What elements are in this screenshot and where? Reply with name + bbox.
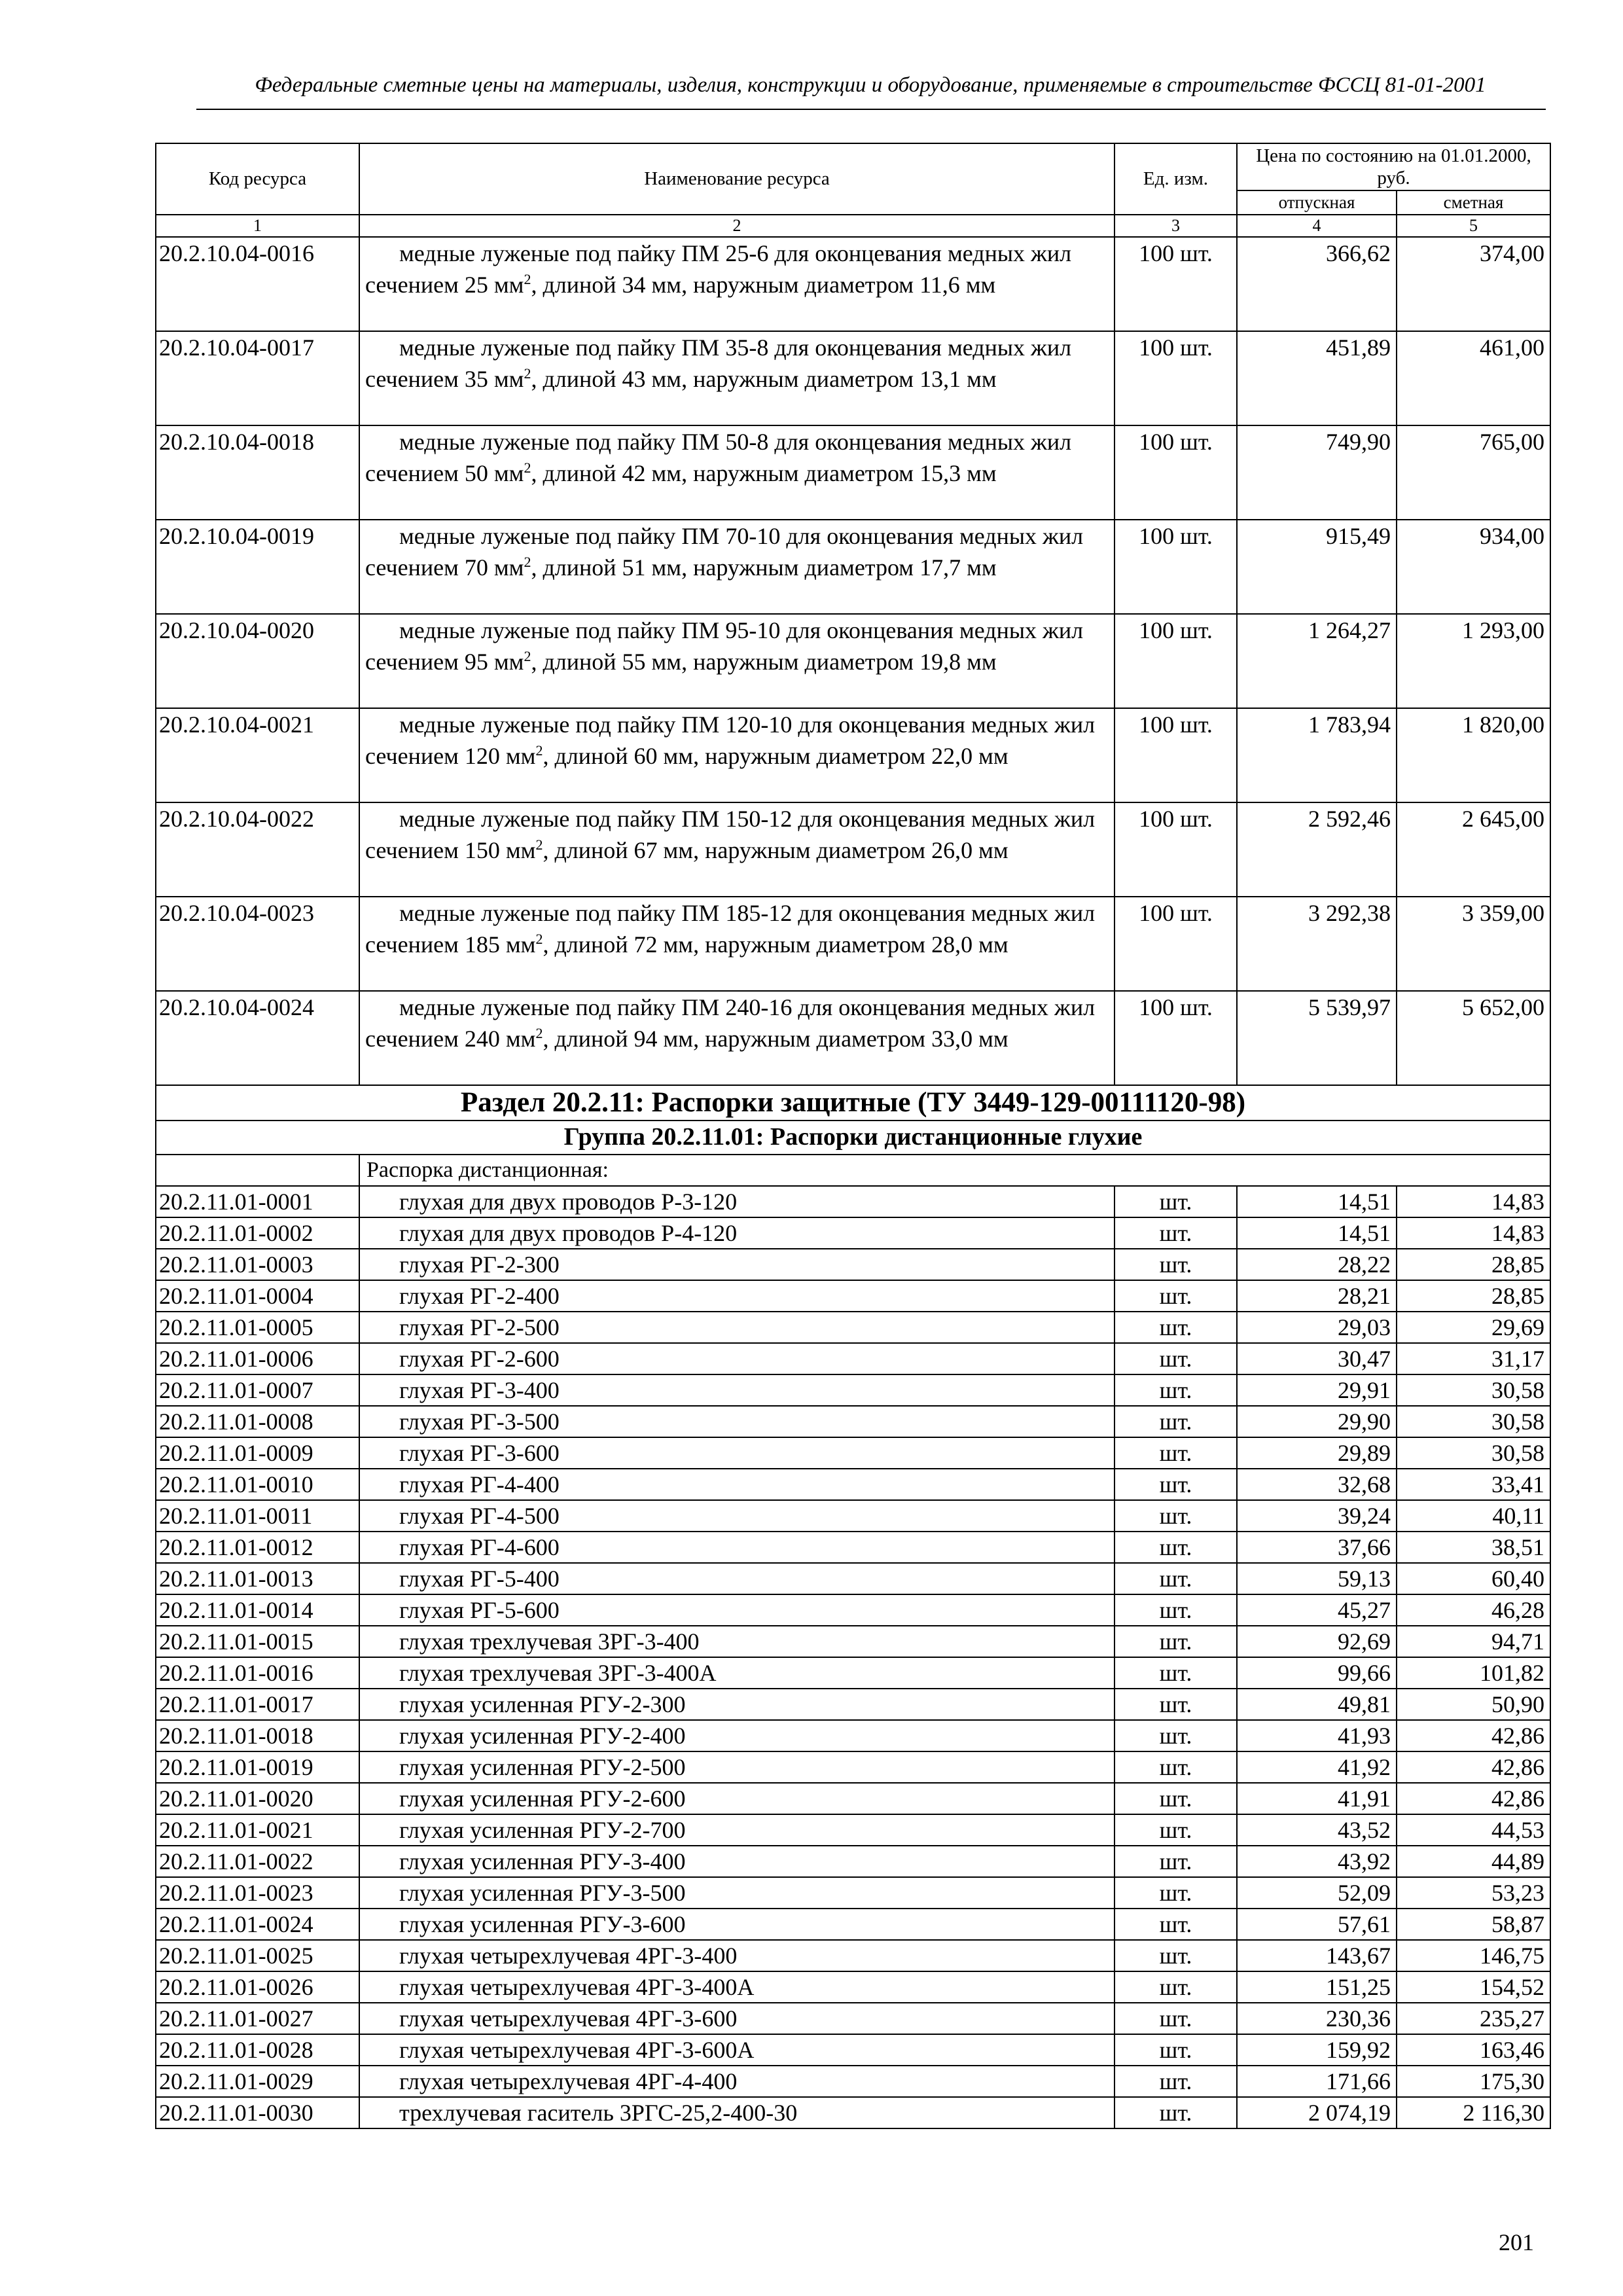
col-number: 5	[1397, 215, 1550, 237]
release-price: 2 074,19	[1237, 2097, 1397, 2128]
estimate-price: 14,83	[1397, 1217, 1550, 1249]
estimate-price: 2 645,00	[1397, 802, 1550, 897]
table-row	[156, 1469, 1550, 1500]
col-number: 4	[1237, 215, 1397, 237]
resource-name	[359, 991, 1115, 1085]
table-row	[156, 1689, 1550, 1720]
release-price: 49,81	[1237, 1689, 1397, 1720]
release-price: 1 783,94	[1237, 708, 1397, 802]
release-price: 57,61	[1237, 1909, 1397, 1940]
col-unit-header: Ед. изм.	[1115, 143, 1237, 215]
estimate-price: 163,46	[1397, 2034, 1550, 2066]
resource-code: 20.2.11.01-0024	[156, 1909, 359, 1940]
release-price: 41,91	[1237, 1783, 1397, 1814]
name-part: медные луженые под пайку ПМ 185-12 для оконцевания медных жил сечением 185 мм	[365, 900, 1096, 958]
table-row	[156, 1406, 1550, 1437]
superscript: 2	[524, 459, 531, 476]
unit: шт.	[1115, 1940, 1237, 1971]
estimate-price: 42,86	[1397, 1751, 1550, 1783]
resource-code: 20.2.10.04-0016	[156, 237, 359, 331]
release-price: 159,92	[1237, 2034, 1397, 2066]
estimate-price: 40,11	[1397, 1500, 1550, 1532]
release-price: 41,92	[1237, 1751, 1397, 1783]
table-row	[156, 802, 1550, 897]
release-price: 171,66	[1237, 2066, 1397, 2097]
resource-code: 20.2.11.01-0021	[156, 1814, 359, 1846]
name-part: медные луженые под пайку ПМ 50-8 для оконцевания медных жил сечением 50 мм	[365, 429, 1072, 486]
release-price: 151,25	[1237, 1971, 1397, 2003]
resource-code: 20.2.10.04-0017	[156, 331, 359, 425]
release-price: 5 539,97	[1237, 991, 1397, 1085]
unit: шт.	[1115, 1657, 1237, 1689]
unit: шт.	[1115, 1751, 1237, 1783]
release-price: 3 292,38	[1237, 897, 1397, 991]
name-part: медные луженые под пайку ПМ 240-16 для оконцевания медных жил сечением 240 мм	[365, 994, 1096, 1052]
release-price: 28,22	[1237, 1249, 1397, 1280]
release-price: 29,89	[1237, 1437, 1397, 1469]
unit: 100 шт.	[1115, 897, 1237, 991]
resource-name: глухая усиленная РГУ-2-300	[359, 1689, 1115, 1720]
unit: шт.	[1115, 1626, 1237, 1657]
table-row	[156, 1909, 1550, 1940]
resource-name: глухая РГ-2-500	[359, 1312, 1115, 1343]
unit: шт.	[1115, 1971, 1237, 2003]
release-price: 14,51	[1237, 1186, 1397, 1217]
resource-name	[359, 237, 1115, 331]
release-price: 915,49	[1237, 520, 1397, 614]
table-row	[156, 1374, 1550, 1406]
superscript: 2	[524, 554, 531, 570]
estimate-price: 94,71	[1397, 1626, 1550, 1657]
resource-code: 20.2.10.04-0021	[156, 708, 359, 802]
release-price: 59,13	[1237, 1563, 1397, 1594]
resource-code: 20.2.11.01-0017	[156, 1689, 359, 1720]
col-code-header: Код ресурса	[156, 143, 359, 215]
price-table	[155, 143, 1551, 2129]
name-part: , длиной 43 мм, наружным диаметром 13,1 мм	[531, 366, 997, 392]
release-price: 30,47	[1237, 1343, 1397, 1374]
superscript: 2	[524, 365, 531, 382]
estimate-price: 461,00	[1397, 331, 1550, 425]
release-price: 43,52	[1237, 1814, 1397, 1846]
name-part: , длиной 94 мм, наружным диаметром 33,0 мм	[543, 1026, 1008, 1052]
estimate-price: 146,75	[1397, 1940, 1550, 1971]
name-part: , длиной 51 мм, наружным диаметром 17,7 мм	[531, 554, 997, 581]
resource-name: глухая четырехлучевая 4РГ-3-400А	[359, 1971, 1115, 2003]
table-row	[156, 2003, 1550, 2034]
release-price: 14,51	[1237, 1217, 1397, 1249]
estimate-price: 30,58	[1397, 1406, 1550, 1437]
resource-name: глухая усиленная РГУ-2-700	[359, 1814, 1115, 1846]
superscript: 2	[535, 931, 543, 947]
table-row	[156, 1217, 1550, 1249]
estimate-price: 3 359,00	[1397, 897, 1550, 991]
name-part: медные луженые под пайку ПМ 120-10 для оконцевания медных жил сечением 120 мм	[365, 711, 1096, 769]
name-part: , длиной 34 мм, наружным диаметром 11,6 мм	[531, 272, 996, 298]
table-row	[156, 520, 1550, 614]
estimate-price: 44,89	[1397, 1846, 1550, 1877]
unit: шт.	[1115, 1909, 1237, 1940]
unit: шт.	[1115, 1532, 1237, 1563]
resource-code: 20.2.11.01-0004	[156, 1280, 359, 1312]
resource-code: 20.2.11.01-0013	[156, 1563, 359, 1594]
unit: шт.	[1115, 2097, 1237, 2128]
unit: шт.	[1115, 1783, 1237, 1814]
resource-name: глухая усиленная РГУ-3-500	[359, 1877, 1115, 1909]
estimate-price: 175,30	[1397, 2066, 1550, 2097]
resource-code: 20.2.11.01-0008	[156, 1406, 359, 1437]
col-estimate-header: сметная	[1397, 190, 1550, 215]
resource-name: глухая усиленная РГУ-3-600	[359, 1909, 1115, 1940]
estimate-price: 101,82	[1397, 1657, 1550, 1689]
table-row	[156, 1186, 1550, 1217]
estimate-price: 5 652,00	[1397, 991, 1550, 1085]
unit: шт.	[1115, 1846, 1237, 1877]
unit: шт.	[1115, 2034, 1237, 2066]
release-price: 37,66	[1237, 1532, 1397, 1563]
unit: 100 шт.	[1115, 991, 1237, 1085]
release-price: 43,92	[1237, 1846, 1397, 1877]
resource-name	[359, 614, 1115, 708]
table-row	[156, 991, 1550, 1085]
col-number: 3	[1115, 215, 1237, 237]
estimate-price: 934,00	[1397, 520, 1550, 614]
table-row	[156, 2097, 1550, 2128]
table-row	[156, 1563, 1550, 1594]
release-price: 99,66	[1237, 1657, 1397, 1689]
resource-name: глухая усиленная РГУ-3-400	[359, 1846, 1115, 1877]
table-row	[156, 1312, 1550, 1343]
release-price: 39,24	[1237, 1500, 1397, 1532]
resource-code: 20.2.11.01-0015	[156, 1626, 359, 1657]
unit: шт.	[1115, 1217, 1237, 1249]
table-row	[156, 1500, 1550, 1532]
estimate-price: 1 293,00	[1397, 614, 1550, 708]
unit: 100 шт.	[1115, 520, 1237, 614]
resource-name: глухая РГ-2-400	[359, 1280, 1115, 1312]
superscript: 2	[524, 271, 531, 287]
estimate-price: 58,87	[1397, 1909, 1550, 1940]
resource-name	[359, 425, 1115, 520]
unit: шт.	[1115, 1406, 1237, 1437]
resource-name: трехлучевая гаситель 3РГС-25,2-400-30	[359, 2097, 1115, 2128]
release-price: 366,62	[1237, 237, 1397, 331]
resource-name	[359, 520, 1115, 614]
unit: 100 шт.	[1115, 237, 1237, 331]
estimate-price: 154,52	[1397, 1971, 1550, 2003]
table-row	[156, 1751, 1550, 1783]
estimate-price: 33,41	[1397, 1469, 1550, 1500]
resource-name	[359, 897, 1115, 991]
name-part: медные луженые под пайку ПМ 150-12 для оконцевания медных жил сечением 150 мм	[365, 806, 1096, 863]
unit: шт.	[1115, 1374, 1237, 1406]
unit: шт.	[1115, 1500, 1237, 1532]
unit: шт.	[1115, 1343, 1237, 1374]
table-row	[156, 1437, 1550, 1469]
unit: шт.	[1115, 1720, 1237, 1751]
resource-name: глухая РГ-5-400	[359, 1563, 1115, 1594]
estimate-price: 60,40	[1397, 1563, 1550, 1594]
resource-code: 20.2.11.01-0027	[156, 2003, 359, 2034]
resource-code: 20.2.11.01-0014	[156, 1594, 359, 1626]
release-price: 2 592,46	[1237, 802, 1397, 897]
superscript: 2	[524, 648, 531, 664]
name-part: , длиной 42 мм, наружным диаметром 15,3 мм	[531, 460, 997, 486]
table-row	[156, 2066, 1550, 2097]
unit: шт.	[1115, 1689, 1237, 1720]
resource-name: глухая РГ-3-600	[359, 1437, 1115, 1469]
estimate-price: 2 116,30	[1397, 2097, 1550, 2128]
resource-code: 20.2.11.01-0007	[156, 1374, 359, 1406]
resource-name	[359, 802, 1115, 897]
release-price: 230,36	[1237, 2003, 1397, 2034]
table-row	[156, 1249, 1550, 1280]
resource-code: 20.2.11.01-0003	[156, 1249, 359, 1280]
resource-code: 20.2.11.01-0026	[156, 1971, 359, 2003]
resource-code: 20.2.11.01-0016	[156, 1657, 359, 1689]
estimate-price: 30,58	[1397, 1374, 1550, 1406]
unit: 100 шт.	[1115, 425, 1237, 520]
resource-code: 20.2.10.04-0019	[156, 520, 359, 614]
name-part: , длиной 60 мм, наружным диаметром 22,0 мм	[543, 743, 1008, 769]
estimate-price: 30,58	[1397, 1437, 1550, 1469]
table-row	[156, 1280, 1550, 1312]
estimate-price: 28,85	[1397, 1249, 1550, 1280]
resource-code: 20.2.11.01-0022	[156, 1846, 359, 1877]
table-row	[156, 1343, 1550, 1374]
unit: шт.	[1115, 1437, 1237, 1469]
resource-name: глухая РГ-5-600	[359, 1594, 1115, 1626]
name-part: , длиной 67 мм, наружным диаметром 26,0 мм	[543, 837, 1008, 863]
resource-code: 20.2.11.01-0012	[156, 1532, 359, 1563]
resource-code: 20.2.11.01-0030	[156, 2097, 359, 2128]
estimate-price: 46,28	[1397, 1594, 1550, 1626]
unit: шт.	[1115, 2066, 1237, 2097]
resource-name: глухая усиленная РГУ-2-400	[359, 1720, 1115, 1751]
resource-code: 20.2.11.01-0001	[156, 1186, 359, 1217]
resource-code: 20.2.10.04-0018	[156, 425, 359, 520]
estimate-price: 44,53	[1397, 1814, 1550, 1846]
col-release-header: отпускная	[1237, 190, 1397, 215]
resource-code: 20.2.11.01-0029	[156, 2066, 359, 2097]
estimate-price: 31,17	[1397, 1343, 1550, 1374]
name-part: , длиной 72 мм, наружным диаметром 28,0 мм	[543, 931, 1008, 958]
release-price: 749,90	[1237, 425, 1397, 520]
estimate-price: 42,86	[1397, 1783, 1550, 1814]
release-price: 32,68	[1237, 1469, 1397, 1500]
running-header: Федеральные сметные цены на материалы, изделия, конструкции и оборудование, применяемые в строительстве ФССЦ 81-01-2001	[255, 73, 1486, 97]
estimate-price: 374,00	[1397, 237, 1550, 331]
superscript: 2	[535, 836, 543, 853]
resource-code: 20.2.11.01-0002	[156, 1217, 359, 1249]
resource-code: 20.2.11.01-0020	[156, 1783, 359, 1814]
unit: шт.	[1115, 1814, 1237, 1846]
table-row	[156, 1971, 1550, 2003]
table-row	[156, 1846, 1550, 1877]
resource-name: глухая трехлучевая 3РГ-3-400	[359, 1626, 1115, 1657]
unit: шт.	[1115, 1249, 1237, 1280]
section-heading: Раздел 20.2.11: Распорки защитные (ТУ 3449-129-00111120-98)	[156, 1085, 1550, 1121]
release-price: 1 264,27	[1237, 614, 1397, 708]
table-row	[156, 1720, 1550, 1751]
col-number: 1	[156, 215, 359, 237]
release-price: 52,09	[1237, 1877, 1397, 1909]
resource-name: глухая трехлучевая 3РГ-3-400А	[359, 1657, 1115, 1689]
resource-code: 20.2.11.01-0006	[156, 1343, 359, 1374]
resource-name: глухая четырехлучевая 4РГ-3-600А	[359, 2034, 1115, 2066]
resource-code: 20.2.10.04-0024	[156, 991, 359, 1085]
unit: 100 шт.	[1115, 614, 1237, 708]
resource-code: 20.2.10.04-0020	[156, 614, 359, 708]
table-row	[156, 2034, 1550, 2066]
col-number: 2	[359, 215, 1115, 237]
resource-code: 20.2.11.01-0018	[156, 1720, 359, 1751]
col-price-header: Цена по состоянию на 01.01.2000, руб.	[1237, 143, 1550, 190]
resource-code: 20.2.11.01-0028	[156, 2034, 359, 2066]
table-row	[156, 331, 1550, 425]
unit: шт.	[1115, 1186, 1237, 1217]
resource-code: 20.2.11.01-0005	[156, 1312, 359, 1343]
estimate-price: 42,86	[1397, 1720, 1550, 1751]
release-price: 143,67	[1237, 1940, 1397, 1971]
unit: шт.	[1115, 1280, 1237, 1312]
unit: шт.	[1115, 2003, 1237, 2034]
resource-name: глухая четырехлучевая 4РГ-3-600	[359, 2003, 1115, 2034]
resource-code: 20.2.11.01-0009	[156, 1437, 359, 1469]
unit: 100 шт.	[1115, 708, 1237, 802]
release-price: 29,91	[1237, 1374, 1397, 1406]
estimate-price: 53,23	[1397, 1877, 1550, 1909]
resource-code: 20.2.11.01-0025	[156, 1940, 359, 1971]
table-row	[156, 1626, 1550, 1657]
resource-code: 20.2.11.01-0011	[156, 1500, 359, 1532]
group-heading: Группа 20.2.11.01: Распорки дистанционные глухие	[156, 1121, 1550, 1155]
resource-name: глухая четырехлучевая 4РГ-3-400	[359, 1940, 1115, 1971]
release-price: 29,90	[1237, 1406, 1397, 1437]
resource-name: глухая для двух проводов Р-3-120	[359, 1186, 1115, 1217]
release-price: 451,89	[1237, 331, 1397, 425]
table-row	[156, 425, 1550, 520]
release-price: 92,69	[1237, 1626, 1397, 1657]
table-row	[156, 614, 1550, 708]
release-price: 45,27	[1237, 1594, 1397, 1626]
resource-name: глухая РГ-4-400	[359, 1469, 1115, 1500]
table-row	[156, 897, 1550, 991]
table-row	[156, 1657, 1550, 1689]
estimate-price: 38,51	[1397, 1532, 1550, 1563]
resource-name: глухая усиленная РГУ-2-600	[359, 1783, 1115, 1814]
resource-code: 20.2.11.01-0019	[156, 1751, 359, 1783]
table-row	[156, 1814, 1550, 1846]
resource-name: глухая РГ-3-500	[359, 1406, 1115, 1437]
unit: шт.	[1115, 1877, 1237, 1909]
estimate-price: 1 820,00	[1397, 708, 1550, 802]
resource-name: глухая РГ-2-600	[359, 1343, 1115, 1374]
table-row	[156, 1877, 1550, 1909]
table-row	[156, 237, 1550, 331]
superscript: 2	[535, 1025, 543, 1041]
resource-code: 20.2.11.01-0023	[156, 1877, 359, 1909]
col-name-header: Наименование ресурса	[359, 143, 1115, 215]
release-price: 29,03	[1237, 1312, 1397, 1343]
unit: 100 шт.	[1115, 331, 1237, 425]
unit: 100 шт.	[1115, 802, 1237, 897]
unit: шт.	[1115, 1594, 1237, 1626]
estimate-price: 28,85	[1397, 1280, 1550, 1312]
release-price: 28,21	[1237, 1280, 1397, 1312]
resource-name: глухая РГ-4-500	[359, 1500, 1115, 1532]
release-price: 41,93	[1237, 1720, 1397, 1751]
name-part: медные луженые под пайку ПМ 95-10 для оконцевания медных жил сечением 95 мм	[365, 617, 1084, 675]
estimate-price: 14,83	[1397, 1186, 1550, 1217]
resource-name	[359, 331, 1115, 425]
table-row	[156, 708, 1550, 802]
resource-code: 20.2.11.01-0010	[156, 1469, 359, 1500]
estimate-price: 29,69	[1397, 1312, 1550, 1343]
resource-code: 20.2.10.04-0023	[156, 897, 359, 991]
resource-name: глухая РГ-4-600	[359, 1532, 1115, 1563]
estimate-price: 50,90	[1397, 1689, 1550, 1720]
superscript: 2	[535, 742, 543, 759]
resource-name: глухая РГ-3-400	[359, 1374, 1115, 1406]
resource-name: глухая усиленная РГУ-2-500	[359, 1751, 1115, 1783]
resource-code: 20.2.10.04-0022	[156, 802, 359, 897]
subheading: Распорка дистанционная:	[359, 1155, 1550, 1186]
name-part: медные луженые под пайку ПМ 70-10 для оконцевания медных жил сечением 70 мм	[365, 523, 1084, 581]
unit: шт.	[1115, 1563, 1237, 1594]
unit: шт.	[1115, 1469, 1237, 1500]
table-row	[156, 1940, 1550, 1971]
table-row	[156, 1783, 1550, 1814]
resource-name: глухая четырехлучевая 4РГ-4-400	[359, 2066, 1115, 2097]
resource-name: глухая для двух проводов Р-4-120	[359, 1217, 1115, 1249]
estimate-price: 235,27	[1397, 2003, 1550, 2034]
resource-name: глухая РГ-2-300	[359, 1249, 1115, 1280]
header-rule	[196, 109, 1546, 110]
name-part: , длиной 55 мм, наружным диаметром 19,8 мм	[531, 649, 997, 675]
estimate-price: 765,00	[1397, 425, 1550, 520]
resource-name	[359, 708, 1115, 802]
name-part: медные луженые под пайку ПМ 35-8 для оконцевания медных жил сечением 35 мм	[365, 334, 1072, 392]
table-row	[156, 1532, 1550, 1563]
unit: шт.	[1115, 1312, 1237, 1343]
name-part: медные луженые под пайку ПМ 25-6 для оконцевания медных жил сечением 25 мм	[365, 240, 1072, 298]
table-row	[156, 1594, 1550, 1626]
page-number: 201	[1499, 2229, 1534, 2255]
